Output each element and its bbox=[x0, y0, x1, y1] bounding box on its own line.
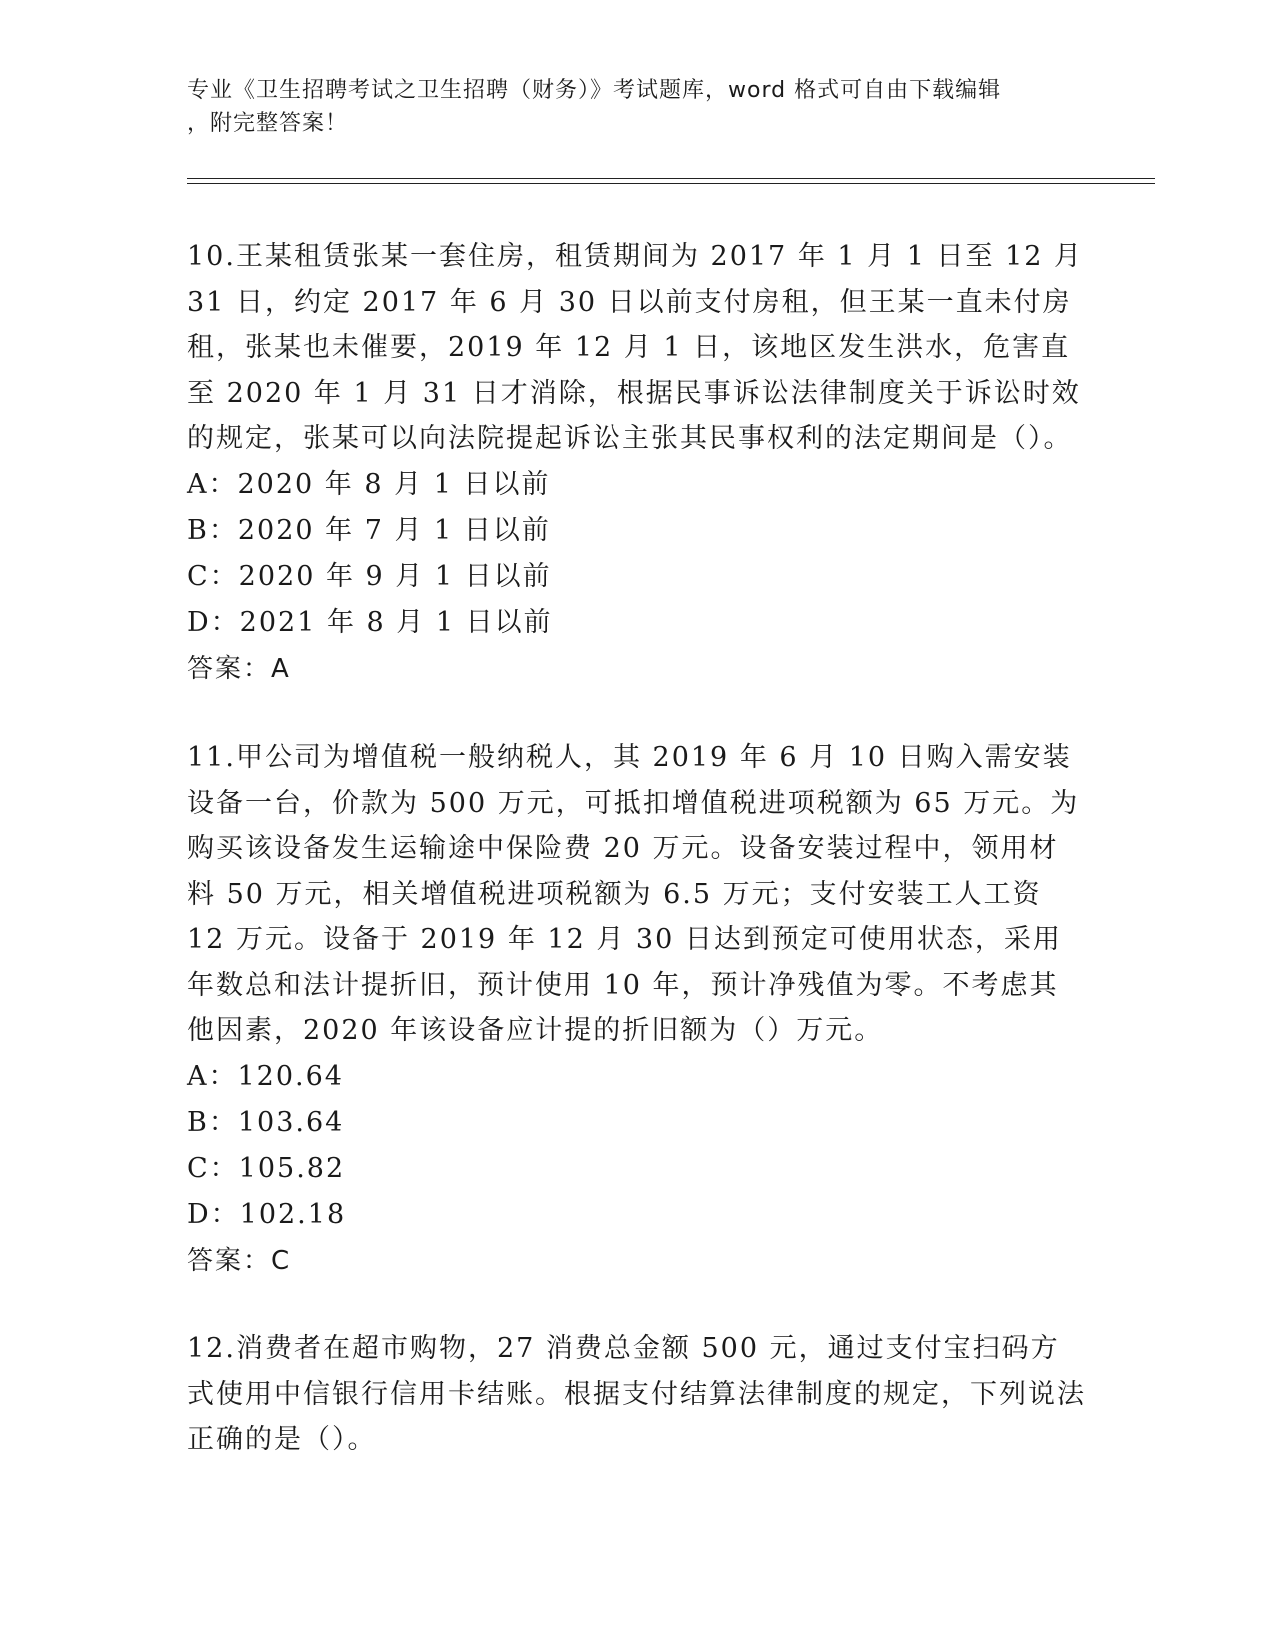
question-text: 12.消费者在超市购物，27 消费总金额 500 元，通过支付宝扫码方式使用中信银行信用卡结账。根据支付结算法律制度的规定，下列说法正确的是（）。 bbox=[187, 1333, 1086, 1455]
header-divider-bottom bbox=[187, 183, 1155, 184]
question-text: 11.甲公司为增值税一般纳税人，其 2019 年 6 月 10 日购入需安装设备一台，价款为 500 万元，可抵扣增值税进项税额为 65 万元。为购买该设备发生运输途中保险费 20 万元。设备安装过程中，领用材料 50 万元，相关增值税进项税额为 6.5 万元；支付安装工人工资 12 万元。设备于 2019 年 12 月 30 日达到预定可使用状态，采用年数总和法计提折旧，预计使用 10 年，预计净残值为零。不考虑其他因素，2020 年该设备应计提的折旧额为（）万元。 bbox=[187, 742, 1080, 1046]
option-b: B：2020 年 7 月 1 日以前 bbox=[187, 514, 551, 546]
option-c: C：2020 年 9 月 1 日以前 bbox=[187, 560, 552, 592]
header-line-2: ，附完整答案！ bbox=[187, 111, 349, 136]
question-text: 10.王某租赁张某一套住房，租赁期间为 2017 年 1 月 1 日至 12 月 31 日，约定 2017 年 6 月 30 日以前支付房租，但王某一直未付房租，张某也未催要，2019 年 12 月 1 日，该地区发生洪水，危害直至 2020 年 1 月 31 日才消除，根据民事诉讼法律制度关于诉讼时效的规定，张某可以向法院提起诉讼主张其民事权利的法定期间是（）。 bbox=[187, 241, 1084, 454]
question-12 bbox=[187, 1326, 1087, 1463]
header-divider-top bbox=[187, 178, 1155, 179]
option-a: A：120.64 bbox=[187, 1060, 344, 1092]
answer-line: 答案：A bbox=[187, 653, 291, 684]
option-b: B：103.64 bbox=[187, 1106, 345, 1138]
document-header bbox=[187, 74, 1087, 140]
option-d: D：102.18 bbox=[187, 1198, 347, 1230]
option-a: A：2020 年 8 月 1 日以前 bbox=[187, 468, 551, 500]
answer-line: 答案：C bbox=[187, 1245, 292, 1276]
question-10 bbox=[187, 234, 1087, 692]
option-list bbox=[187, 462, 1087, 646]
header-line-1: 专业《卫生招聘考试之卫生招聘（财务）》考试题库，word 格式可自由下载编辑 bbox=[187, 78, 1002, 103]
option-list bbox=[187, 1054, 1087, 1238]
option-c: C：105.82 bbox=[187, 1152, 346, 1184]
option-d: D：2021 年 8 月 1 日以前 bbox=[187, 606, 553, 638]
question-11 bbox=[187, 735, 1087, 1284]
